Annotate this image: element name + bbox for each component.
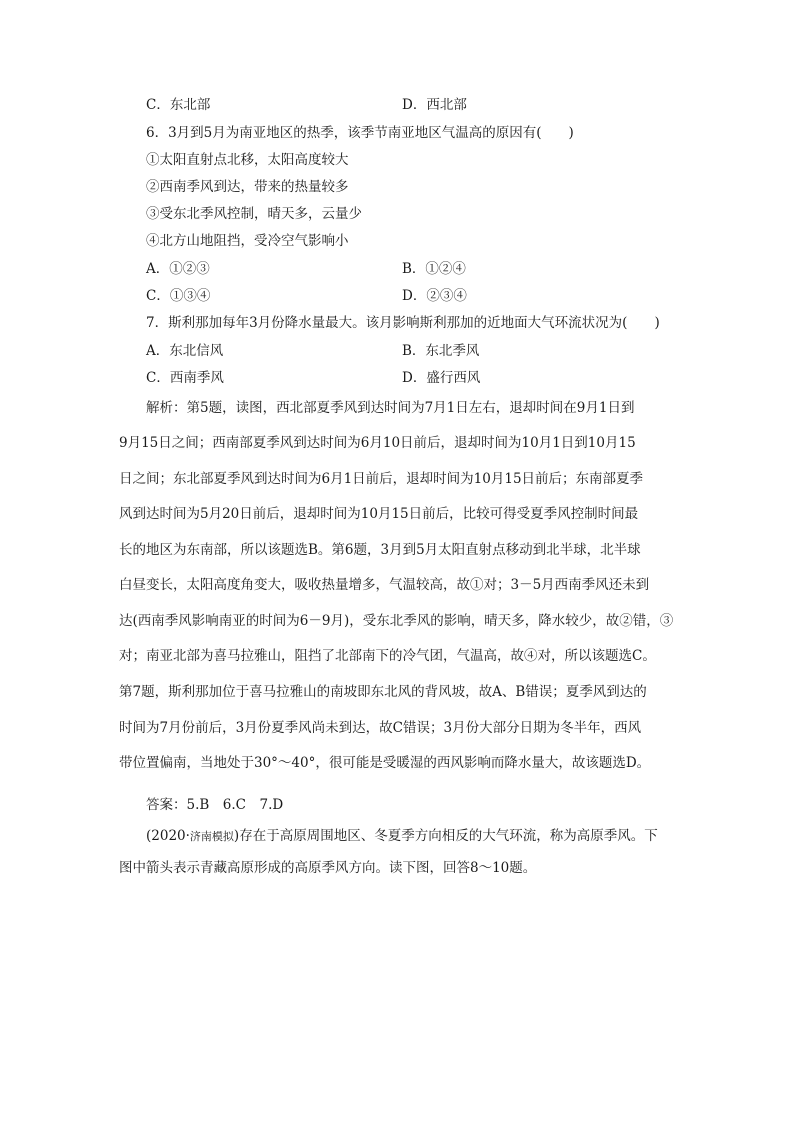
analysis-line: 解析：第5题，读图，西北部夏季风到达时间为7月1日左右，退却时间在9月1日到 [146, 400, 635, 416]
analysis-line: 9月15日之间；西南部夏季风到达时间为6月10日前后，退却时间为10月1日到10月15 [119, 435, 636, 451]
intro-text: )存在于高原周围地区、冬夏季方向相反的大气环流，称为高原季风。下 [233, 828, 658, 844]
q6-stem: 6．3月到5月为南亚地区的热季，该季节南亚地区气温高的原因有( ) [146, 125, 574, 141]
q7-option-b: B．东北季风 [402, 343, 480, 359]
q6-option-c: C．①③④ [146, 288, 211, 304]
q6-item-2: ②西南季风到达，带来的热量较多 [146, 179, 349, 195]
q6-item-4: ④北方山地阻挡，受冷空气影响小 [146, 233, 349, 249]
analysis-line: 风到达时间为5月20日前后，退却时间为10月15日前后，比较可得受夏季风控制时间最 [119, 506, 639, 522]
analysis-line: 长的地区为东南部，所以该题选B。第6题，3月到5月太阳直射点移动到北半球，北半球 [119, 542, 641, 558]
q7-option-a: A．东北信风 [146, 343, 224, 359]
q7-stem: 7．斯利那加每年3月份降水量最大。该月影响斯利那加的近地面大气环流状况为( ) [146, 315, 660, 331]
q6-option-b: B．①②④ [402, 261, 466, 277]
q6-item-3: ③受东北季风控制，晴天多，云量少 [146, 206, 362, 222]
source-name: 济南模拟 [189, 830, 234, 843]
analysis-line: 对；南亚北部为喜马拉雅山，阻挡了北部南下的冷气团，气温高，故④对，所以该题选C。 [119, 648, 656, 664]
analysis-line: 日之间；东北部夏季风到达时间为6月1日前后，退却时间为10月15日前后；东南部夏季 [119, 471, 644, 487]
q6-option-d: D．②③④ [402, 288, 467, 304]
analysis-line: 时间为7月份前后，3月份夏季风尚未到达，故C错误；3月份大部分日期为冬半年，西风 [119, 720, 642, 736]
analysis-line: 第7题，斯利那加位于喜马拉雅山的南坡即东北风的背风坡，故A、B错误；夏季风到达的 [119, 684, 647, 700]
q7-option-c: C．西南季风 [146, 370, 224, 386]
analysis-line: 带位置偏南，当地处于30°～40°，很可能是受暖湿的西风影响而降水量大，故该题选D。 [119, 755, 651, 771]
q6-item-1: ①太阳直射点北移，太阳高度较大 [146, 152, 349, 168]
q6-option-a: A．①②③ [146, 261, 210, 277]
q5-option-d: D．西北部 [402, 97, 467, 113]
analysis-line: 达(西南季风影响南亚的时间为6－9月)，受东北季风的影响，晴天多，降水较少，故②错，③ [119, 613, 674, 629]
next-intro-line-2: 图中箭头表示青藏高原形成的高原季风方向。读下图，回答8～10题。 [119, 860, 537, 876]
answer-line: 答案：5.B 6.C 7.D [146, 797, 284, 813]
next-intro-line-1 [146, 826, 706, 847]
q7-option-d: D．盛行西风 [402, 370, 481, 386]
analysis-line: 白昼变长，太阳高度角变大，吸收热量增多，气温较高，故①对；3－5月西南季风还未到 [119, 577, 650, 593]
q5-option-c: C．东北部 [146, 97, 211, 113]
source-prefix: (2020· [146, 828, 190, 844]
